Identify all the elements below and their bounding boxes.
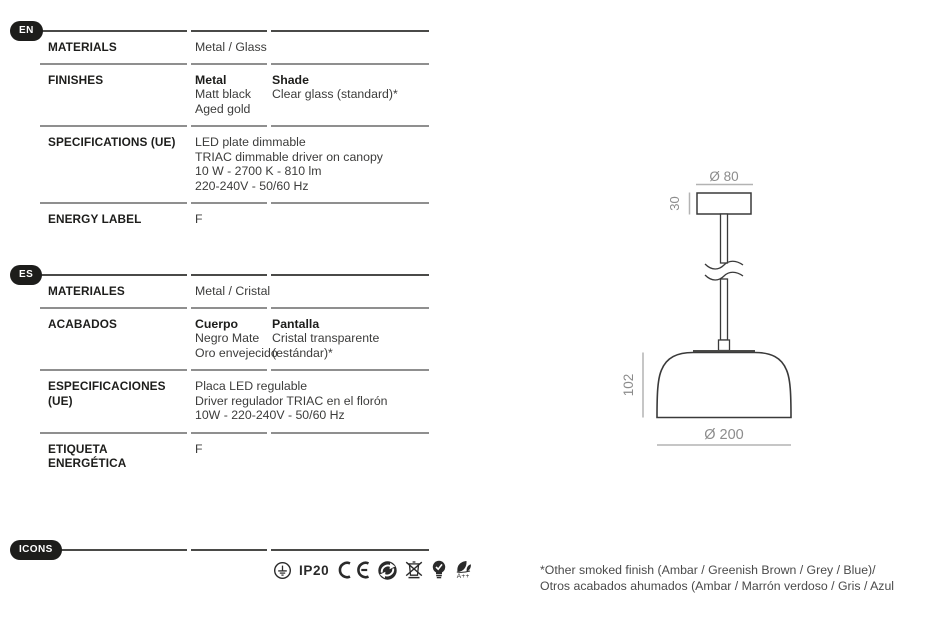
certification-icons-row [273,557,472,583]
ip-rating-label: IP20 [299,562,330,578]
row-divider [40,369,429,371]
row-value: F [195,441,203,456]
canopy-height-dimension: 30 [667,196,682,211]
row-label-line: (UE) [48,393,73,408]
spec-line: 10W - 220-240V - 50/60 Hz [195,408,345,422]
en-section-tag: EN [10,21,43,41]
section-top-rule [24,549,429,551]
rod-connector [719,340,730,351]
es-spec-table [40,274,429,479]
green-dot-recycle-icon [378,561,397,580]
row-label [40,442,195,471]
led-bulb-icon [431,560,447,580]
row-value: Metal / Glass [195,40,267,54]
column-header: Shade [272,72,309,87]
specs-lines [195,379,429,423]
spec-line: LED plate dimmable [195,135,306,149]
column-header: Pantalla [272,316,320,331]
acabados-pantalla-column [272,317,429,361]
finish-option: Oro envejecido [195,345,278,360]
row-divider [40,202,429,204]
rod-lower [721,279,728,340]
ce-mark-icon [336,561,371,579]
row-label: ENERGY LABEL [48,212,142,226]
finish-option: Aged gold [195,101,251,116]
canopy-diameter-dimension: Ø 80 [709,169,739,184]
shade-outline [657,353,791,418]
acabados-cuerpo-column [195,316,278,361]
shade-diameter-dimension: Ø 200 [704,427,744,443]
row-finishes [40,65,429,126]
rod-upper [721,214,728,263]
row-especificaciones [40,371,429,432]
row-label: SPECIFICATIONS (UE) [48,135,176,149]
icons-section-tag: ICONS [10,540,62,560]
row-label: FINISHES [48,72,104,87]
finish-option: (estándar)* [272,345,333,360]
row-label-line: ESPECIFICACIONES [48,379,166,393]
row-materiales [40,276,429,307]
spec-line: 10 W - 2700 K - 810 lm [195,164,322,178]
row-label [40,379,195,423]
row-label: MATERIALES [48,284,125,298]
footnote-line-en: *Other smoked finish (Ambar / Greenish Brown / Grey / Blue)/ [540,563,876,577]
smoked-finish-footnote [540,563,934,595]
pendant-lamp-technical-drawing [620,155,840,455]
finish-option: Clear glass (standard)* [272,87,398,101]
canopy-outline [697,193,751,214]
energy-class-label: A++ [456,573,470,580]
row-label: ACABADOS [48,316,117,331]
finish-option: Cristal transparente [272,331,380,345]
specs-lines [195,135,429,193]
row-divider [40,125,429,127]
footnote-line-es: Otros acabados ahumados (Ambar / Marrón verdoso / Gris / Azul [540,578,895,593]
finish-option: Negro Mate [195,331,260,345]
row-acabados [40,309,429,370]
spec-line: TRIAC dimmable driver on canopy [195,149,383,164]
row-divider [40,63,429,65]
finish-option: Matt black [195,87,252,101]
weee-crossed-bin-icon [404,560,424,580]
row-value: F [195,212,203,226]
spec-line: Placa LED regulable [195,379,308,393]
row-etiqueta [40,434,429,479]
row-label-line: ETIQUETA [48,441,108,456]
energy-leaf-icon [454,560,472,573]
section-top-rule [24,30,429,32]
row-materials [40,32,429,63]
finishes-metal-column [195,73,272,117]
en-spec-table [40,30,429,235]
row-energy-label [40,204,429,235]
row-divider [40,307,429,309]
row-label-line: ENERGÉTICA [48,456,127,470]
spec-line: 220-240V - 50/60 Hz [195,178,309,193]
row-label: MATERIALS [48,40,117,54]
row-value: Metal / Cristal [195,284,271,298]
row-divider [40,432,429,434]
es-section-tag: ES [10,265,42,285]
row-specifications [40,127,429,202]
energy-class-badge [454,560,472,580]
column-header: Cuerpo [195,316,239,331]
shade-height-dimension: 102 [621,373,636,397]
protective-earth-icon [273,561,292,580]
finishes-shade-column [272,73,429,117]
column-header: Metal [195,72,227,87]
spec-line: Driver regulador TRIAC en el florón [195,393,388,408]
section-top-rule [24,274,429,276]
